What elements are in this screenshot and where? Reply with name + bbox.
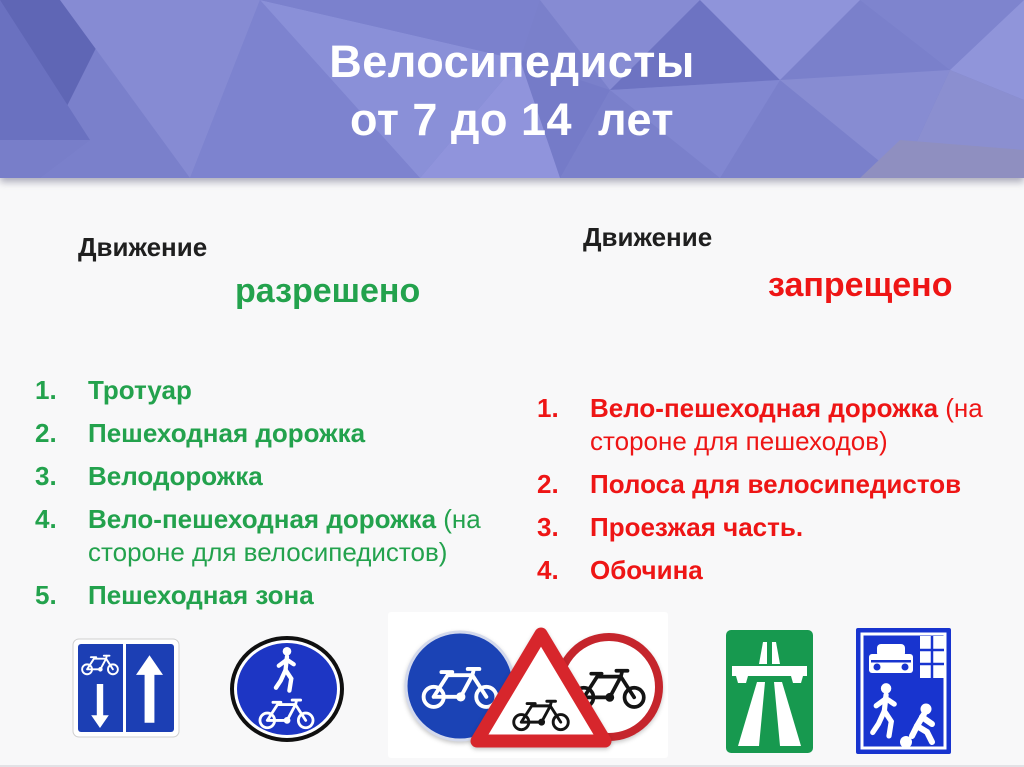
forbidden-status: запрещено bbox=[768, 266, 953, 304]
pedestrian-and-bike-path-sign bbox=[229, 635, 345, 743]
residential-zone-sign bbox=[856, 628, 951, 754]
forbidden-heading: Движение bbox=[583, 222, 713, 252]
list-item: 5. Пешеходная зона bbox=[35, 580, 314, 610]
list-item: 2. Пешеходная дорожка bbox=[35, 418, 366, 448]
list-item: 3. Проезжая часть. bbox=[537, 512, 804, 542]
motorway-sign bbox=[726, 630, 813, 753]
list-item: 1. Вело-пешеходная дорожка (на стороне для пешеходов) bbox=[537, 393, 983, 456]
title-line-1: Велосипедисты bbox=[329, 36, 695, 87]
building-window-icon bbox=[920, 636, 944, 678]
allowed-list bbox=[35, 374, 513, 622]
sign-group-card bbox=[388, 612, 668, 758]
list-item: 3. Велодорожка bbox=[35, 461, 263, 491]
title-line-2: от 7 до 14 лет bbox=[349, 94, 675, 145]
allowed-heading: Движение bbox=[78, 232, 208, 262]
list-item: 4. Вело-пешеходная дорожка (на стороне для велосипедистов) bbox=[35, 504, 481, 567]
list-item: 2. Полоса для велосипедистов bbox=[537, 469, 962, 499]
slide-title bbox=[0, 0, 1024, 178]
forbidden-list bbox=[537, 392, 1015, 597]
list-item: 4. Обочина bbox=[537, 555, 703, 585]
allowed-status: разрешено bbox=[235, 272, 421, 310]
bike-crossing-warning-sign bbox=[468, 624, 614, 757]
list-item: 1. Тротуар bbox=[35, 375, 192, 405]
slide-header bbox=[0, 0, 1024, 178]
bike-lane-road-sign bbox=[72, 638, 180, 738]
